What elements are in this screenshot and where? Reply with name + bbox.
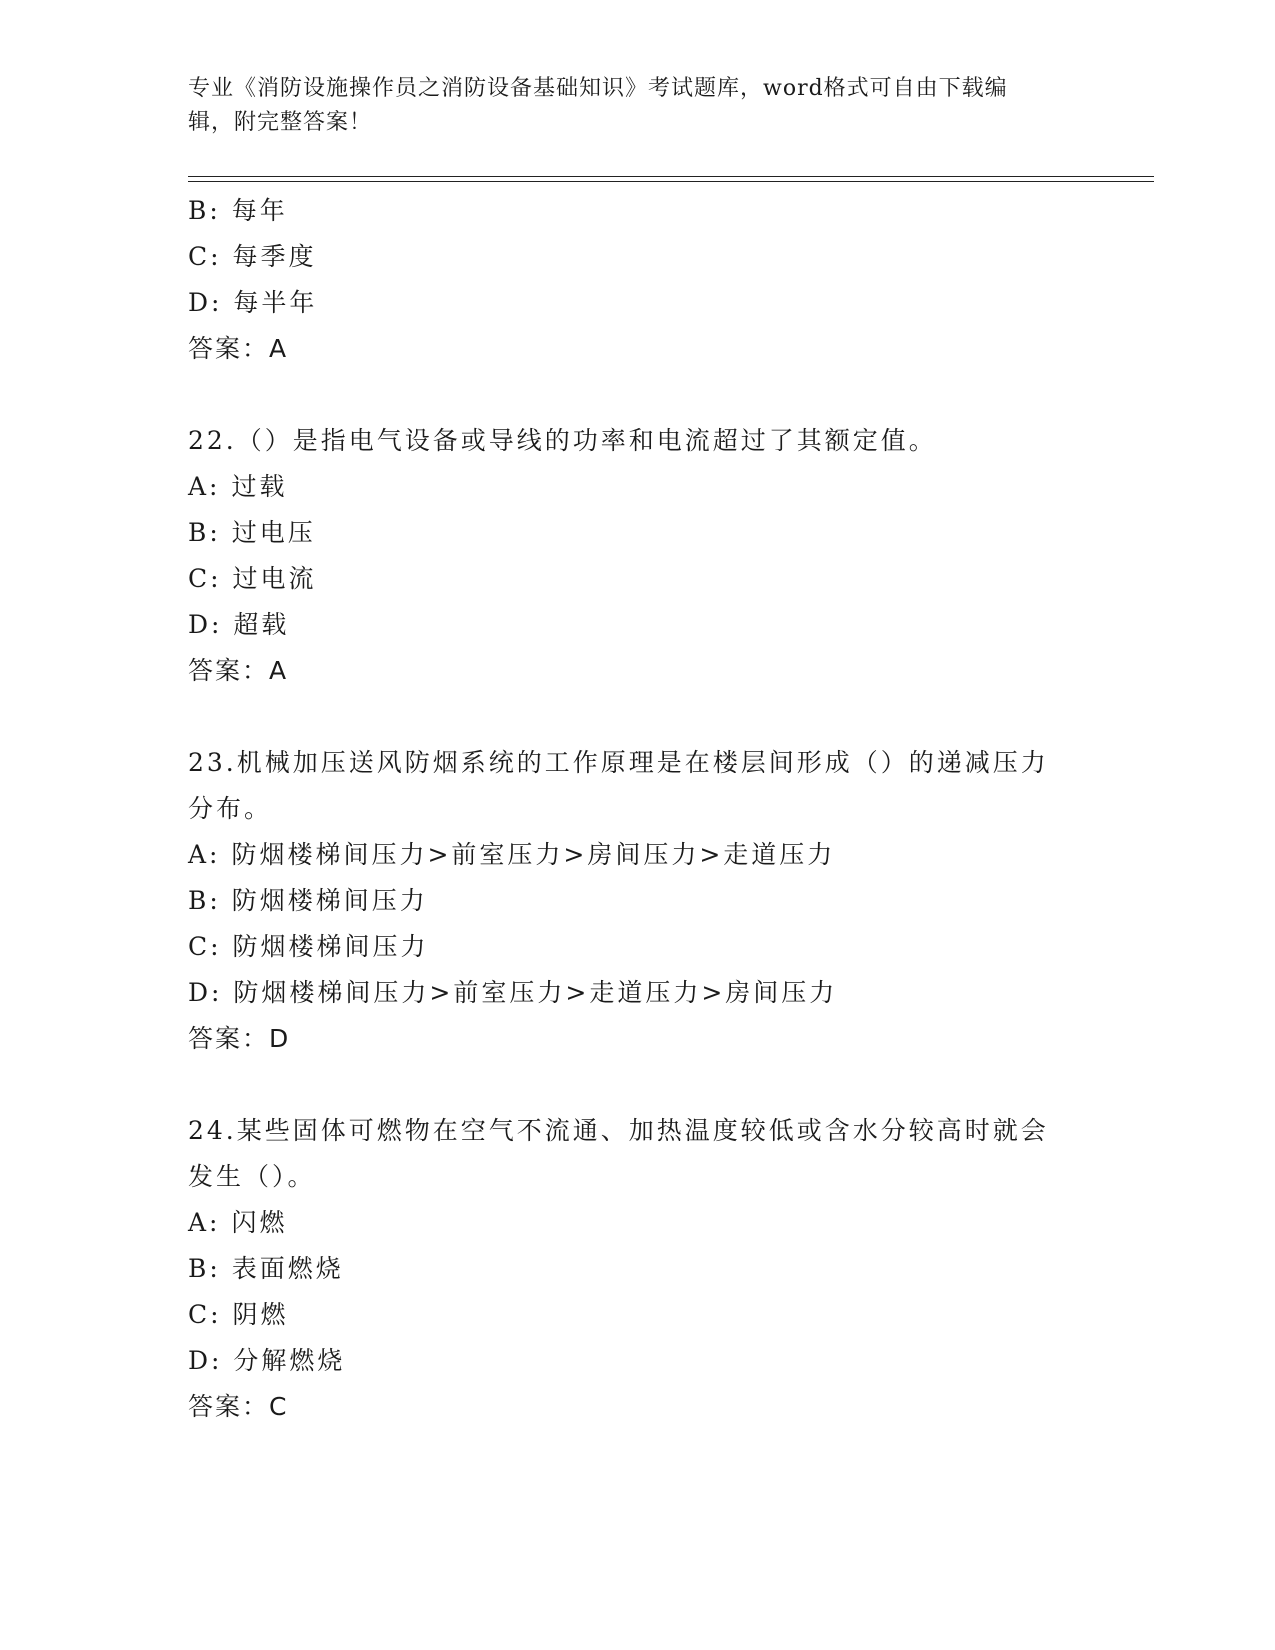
spacer [188, 1062, 1088, 1108]
option-text: 防烟楼梯间压力 [232, 932, 429, 961]
option-letter: D: [188, 288, 223, 317]
option-letter: A: [188, 1208, 221, 1237]
answer-value: D [269, 1024, 291, 1053]
question-22 [188, 418, 1088, 694]
option-letter: A: [188, 472, 221, 501]
option-letter: C: [188, 1300, 222, 1329]
option-letter: D: [188, 610, 223, 639]
stem-line-2: 分布。 [188, 794, 273, 823]
answer-label: 答案： [188, 334, 270, 363]
option-c [188, 1292, 1088, 1338]
option-text: 每季度 [232, 242, 317, 271]
option-a [188, 1200, 1088, 1246]
header-line-1: 专业《消防设施操作员之消防设备基础知识》考试题库，word格式可自由下载编 [188, 76, 1008, 101]
option-a [188, 832, 1088, 878]
answer-value: A [269, 334, 289, 363]
option-text: 防烟楼梯间压力>前室压力>房间压力>走道压力 [231, 840, 836, 869]
option-letter: C: [188, 242, 222, 271]
header-divider-bottom [188, 181, 1154, 182]
option-letter: D: [188, 1346, 223, 1375]
question-stem [188, 740, 1078, 832]
question-23 [188, 740, 1088, 1062]
option-text: 表面燃烧 [231, 1254, 344, 1283]
option-text: 防烟楼梯间压力 [231, 886, 428, 915]
option-d [188, 970, 1088, 1016]
option-b [188, 188, 1088, 234]
question-stem [188, 418, 1078, 464]
option-text: 过电流 [232, 564, 317, 593]
option-d [188, 1338, 1088, 1384]
option-text: 阴燃 [232, 1300, 289, 1329]
document-header [188, 72, 1068, 140]
answer-line [188, 1384, 1088, 1430]
question-content [188, 188, 1088, 1430]
answer-label: 答案： [188, 656, 270, 685]
question-24 [188, 1108, 1088, 1430]
answer-value: A [269, 656, 289, 685]
answer-line [188, 648, 1088, 694]
answer-line [188, 1016, 1088, 1062]
stem-line-1: 23.机械加压送风防烟系统的工作原理是在楼层间形成（）的递减压力 [188, 748, 1049, 777]
option-c [188, 234, 1088, 280]
option-d [188, 280, 1088, 326]
option-letter: B: [188, 196, 221, 225]
spacer [188, 372, 1088, 418]
answer-label: 答案： [188, 1392, 270, 1421]
question-stem [188, 1108, 1078, 1200]
option-letter: A: [188, 840, 221, 869]
option-text: 防烟楼梯间压力>前室压力>走道压力>房间压力 [233, 978, 838, 1007]
stem-line-1: 24.某些固体可燃物在空气不流通、加热温度较低或含水分较高时就会 [188, 1116, 1049, 1145]
option-letter: C: [188, 564, 222, 593]
option-b [188, 1246, 1088, 1292]
question-21-continuation [188, 188, 1088, 372]
spacer [188, 694, 1088, 740]
option-c [188, 924, 1088, 970]
option-a [188, 464, 1088, 510]
option-text: 闪燃 [231, 1208, 288, 1237]
option-letter: B: [188, 886, 221, 915]
option-text: 分解燃烧 [233, 1346, 346, 1375]
answer-label: 答案： [188, 1024, 270, 1053]
option-letter: C: [188, 932, 222, 961]
option-text: 超载 [233, 610, 290, 639]
answer-line [188, 326, 1088, 372]
header-divider-top [188, 176, 1154, 177]
header-line-2: 辑，附完整答案！ [188, 110, 373, 135]
option-text: 过电压 [231, 518, 316, 547]
option-letter: B: [188, 518, 221, 547]
option-text: 过载 [231, 472, 288, 501]
answer-value: C [269, 1392, 289, 1421]
stem-line-1: 22.（）是指电气设备或导线的功率和电流超过了其额定值。 [188, 426, 937, 455]
option-letter: B: [188, 1254, 221, 1283]
stem-line-2: 发生（）。 [188, 1162, 316, 1191]
option-d [188, 602, 1088, 648]
option-text: 每半年 [233, 288, 318, 317]
option-letter: D: [188, 978, 223, 1007]
option-b [188, 510, 1088, 556]
option-text: 每年 [231, 196, 288, 225]
option-b [188, 878, 1088, 924]
option-c [188, 556, 1088, 602]
